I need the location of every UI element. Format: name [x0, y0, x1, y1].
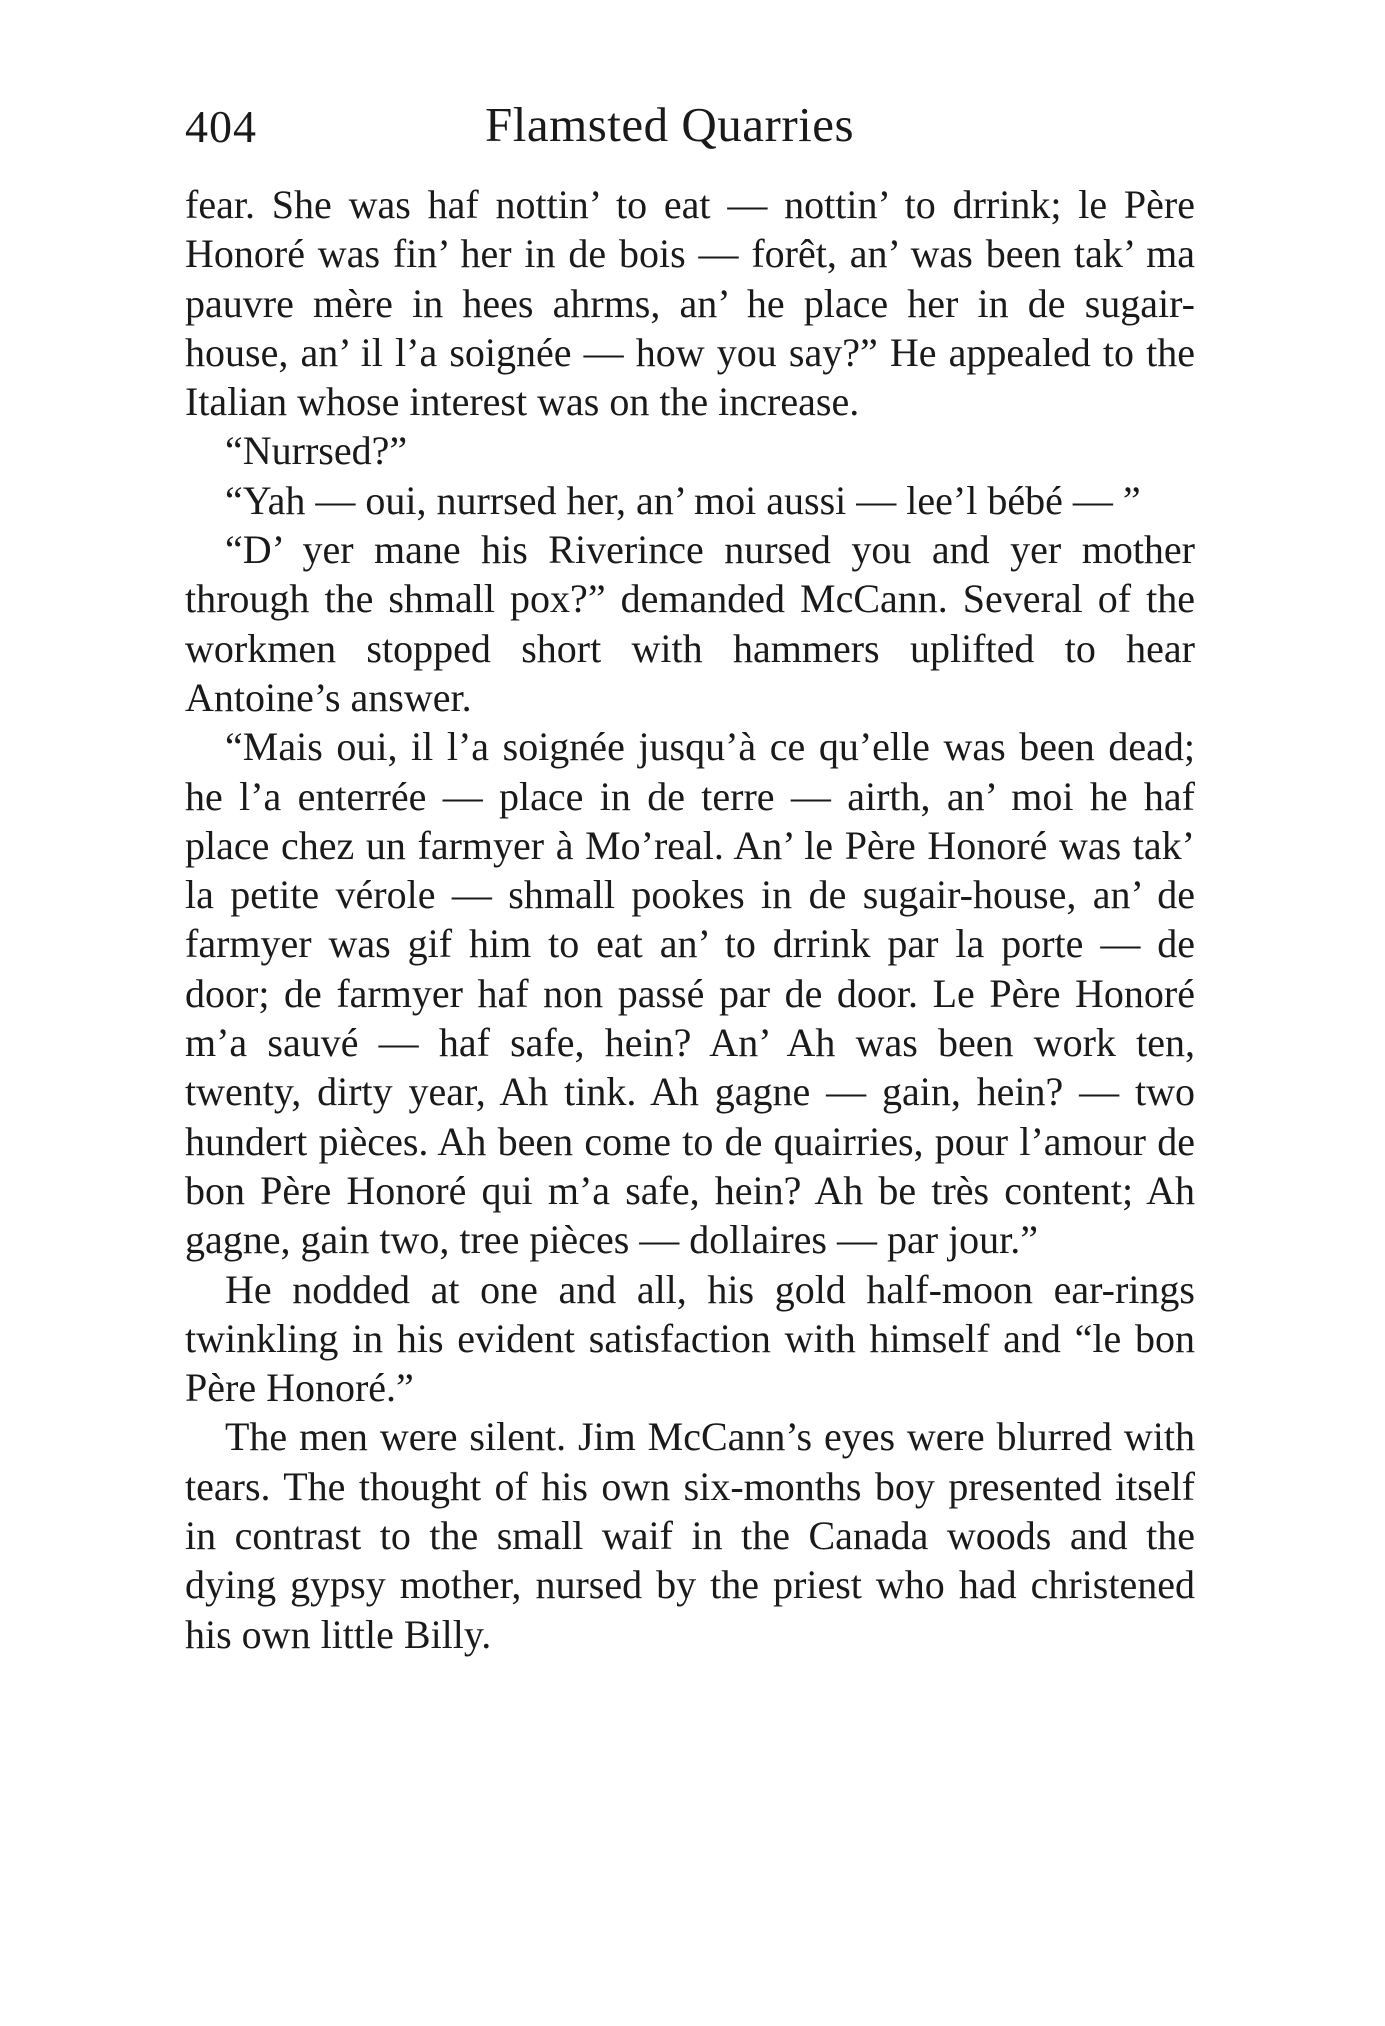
paragraph-men-silent: The men were silent. Jim McCann’s eyes were blurred with tears. The thought of his own six-months boy presented itself in contrast to the small waif in the Canada woods and the dying gypsy mother, nursed by the priest who had christened his own little Billy. [185, 1414, 1195, 1657]
page-header [185, 92, 1195, 172]
body-text [185, 180, 1195, 1659]
paragraph-nurrsed: “Nurrsed?” [225, 428, 408, 474]
paragraph-mccann-question: “D’ yer mane his Riverince nursed you and yer mother through the shmall pox?” demanded McCann. Several of the workmen stopped short with hammers uplifted to hear Antoine’s answer. [185, 527, 1195, 720]
paragraph-antoine-answer: “Mais oui, il l’a soignée jusqu’à ce qu’elle was been dead; he l’a enterrée — place in de terre — airth, an’ moi he haf place chez un farmyer à Mo’real. An’ le Père Honoré was tak’ la petite vérole — shmall pookes in de sugair-house, an’ de farmyer was gif him to eat an’ to drrink par la porte — de door; de farmyer haf non passé par de door. Le Père Honoré m’a sauvé — haf safe, hein? An’ Ah was been work ten, twenty, dirty year, Ah tink. Ah gagne — gain, hein? — two hundert pièces. Ah been come to de quairries, pour l’amour de bon Père Honoré qui m’a safe, hein? Ah be très content; Ah gagne, gain two, tree pièces — dollaires — par jour.” [185, 724, 1195, 1263]
page-number: 404 [185, 101, 257, 152]
paragraph-nodded: He nodded at one and all, his gold half-moon ear-rings twinkling in his evident satisfaction with himself and “le bon Père Honoré.” [185, 1266, 1195, 1411]
paragraph-yah-oui: “Yah — oui, nurrsed her, an’ moi aussi — lee’l bébé — ” [225, 477, 1141, 523]
running-title: Flamsted Quarries [485, 97, 855, 152]
paragraph-continuation: fear. She was haf nottin’ to eat — nottin’ to drrink; le Père Honoré was fin’ her in de bois — forêt, an’ was been tak’ ma pauvre mère in hees ahrms, an’ he place her in de sugair-house, an’ il l’a soignée — how you say?” He appealed to the Italian whose interest was on the increase. [185, 182, 1195, 425]
